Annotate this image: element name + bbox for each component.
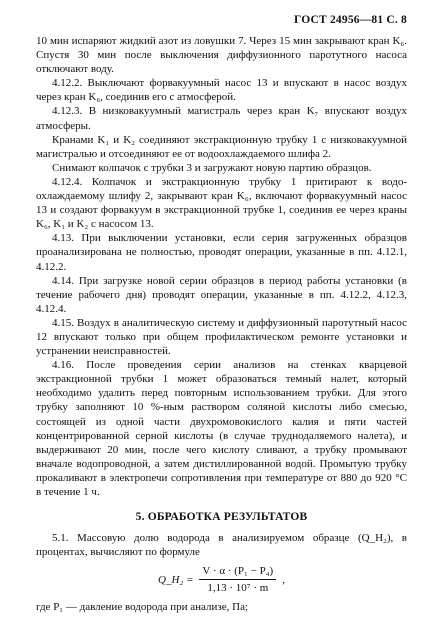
formula-denominator: 1,13 · 10⁷ · m bbox=[207, 582, 269, 595]
formula-lhs: Q_H₂ = bbox=[158, 573, 194, 586]
section-title: 5. ОБРАБОТКА РЕЗУЛЬТАТОВ bbox=[135, 511, 308, 524]
paragraph-4-14: 4.14. При загрузке новой серии образцов в период работы установки (в течение рабочего дня) проводят операции, указанные в пп. 4.12.2, 4.12.3, 4.12.4. bbox=[36, 274, 407, 315]
paragraph-4-12-3: 4.12.3. В низковакуумный магистраль через кран K₇ впускают воздух атмосферы. bbox=[36, 105, 407, 132]
paragraph-5-1: 5.1. Массовую долю водорода в анализируемом образце (Q_H₂), в процентах, вычисляют по формуле bbox=[36, 532, 407, 559]
paragraph-4-12-2: 4.12.2. Выключают форвакуумный насос 13 и впускают в насос воздух через кран K₆, соединив его с атмосферой. bbox=[36, 77, 407, 104]
formula-numerator: V · α · (P₁ − P₄) bbox=[199, 565, 276, 580]
hydrogen-formula bbox=[36, 565, 407, 594]
formula-fraction bbox=[199, 565, 276, 594]
paragraph-continuation: 10 мин испаряют жидкий азот из ловушки 7. Через 15 мин закрывают кран K₆. Спустя 30 мин после выключения диффузионного паротутного насоса отключают воду. bbox=[36, 35, 407, 76]
paragraph-4-13: 4.13. При выключении установки, если серия загруженных образцов проанализирована не полностью, проводят операции, указанные в пп. 4.12.1, 4.12.2. bbox=[36, 232, 407, 273]
formula-tail: , bbox=[282, 573, 285, 586]
paragraph-4-12-4: 4.12.4. Колпачок и экстракционную трубку 1 притирают к водоохлаждаемому шлифу 2, закрывают кран K₆, включают форвакуумный насос 13 и создают форвакуум в экстракционной трубке 1, соединив ее через краны K₆, K₁ и K₂ с насосом 13. bbox=[36, 175, 407, 231]
standard-header: ГОСТ 24956—81 С. 8 bbox=[294, 14, 407, 26]
paragraph-where: где P₁ — давление водорода при анализе, Па; bbox=[36, 601, 249, 614]
paragraph-4-15: 4.15. Воздух в аналитическую систему и диффузионный паротутный насос 12 впускают только при общем профилактическом ремонте установки и устранении неисправностей. bbox=[36, 316, 407, 358]
paragraph-valves: Кранами K₁ и K₂ соединяют экстракционную трубку 1 с низковакуумной магистралью и отсоединяют ее от водоохлаждаемого шлифа 2. bbox=[36, 133, 407, 160]
paragraph-4-16: 4.16. После проведения серии анализов на стенках кварцевой экстракционной трубки 1 может образоваться темный налет, который необходимо удалить перед повторным использованием трубки. Для этого трубку заполняют 10 %-ным раствором соляной кислоты либо смесью, состоящей из одной части двухромовокислого калия и пяти частей концентрированной серной кислоты (в случае труднодаляемого налета), и выдерживают 20 мин, после чего кислоту сливают, а трубку промывают вначале водопроводной, а затем дистиллированной водой. Промытую трубку прокаливают в электропечи сопротивления при температуре от 880 до 920 °С в течение 1 ч. bbox=[36, 359, 407, 498]
paragraph-load-samples: Снимают колпачок с трубки 3 и загружают новую партию образцов. bbox=[52, 161, 372, 174]
